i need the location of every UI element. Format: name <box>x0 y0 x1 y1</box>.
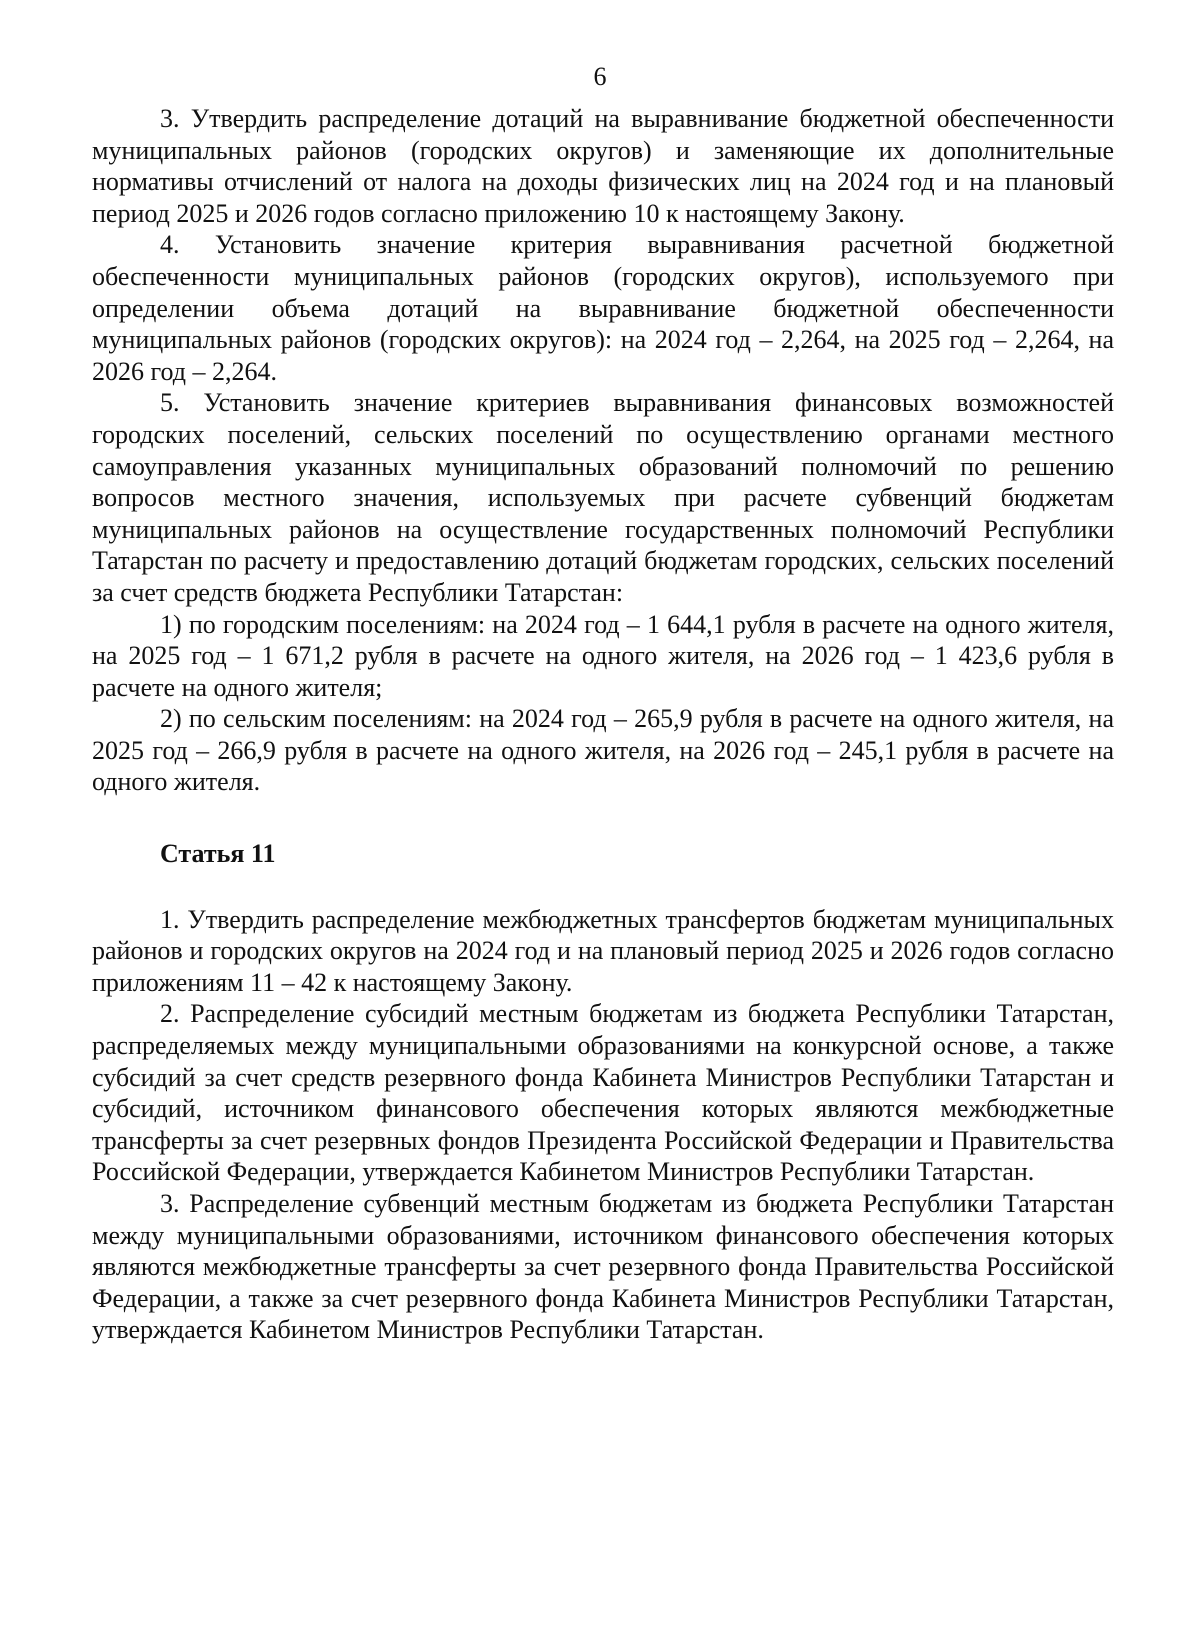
spacer <box>92 798 1114 838</box>
paragraph-3: 3. Утвердить распределение дотаций на выравнивание бюджетной обеспеченности муниципальных районов (городских округов) и заменяющие их дополнительные нормативы отчислений от налога на доходы физических лиц на 2024 год и на плановый период 2025 и 2026 годов согласно приложению 10 к настоящему Закону. <box>92 104 1114 228</box>
article-paragraph-3: 3. Распределение субвенций местным бюджетам из бюджета Республики Татарстан между муниципальными образованиями, источником финансового обеспечения которых являются межбюджетные трансферты за счет резервного фонда Правительства Российской Федерации, а также за счет резервного фонда Кабинета Министров Республики Татарстан, утверждается Кабинетом Министров Республики Татарстан. <box>92 1189 1114 1345</box>
subparagraph-rural-settlements: 2) по сельским поселениям: на 2024 год – 265,9 рубля в расчете на одного жителя, на 2025 год – 266,9 рубля в расчете на одного жителя, на 2026 год – 245,1 рубля в расчете на одного жителя. <box>92 704 1114 797</box>
paragraph-5: 5. Установить значение критериев выравнивания финансовых возможностей городских поселений, сельских поселений по осуществлению органами местного самоуправления указанных муниципальных образований полномочий по решению вопросов местного значения, используемых при расчете субвенций бюджетам муниципальных районов на осуществление государственных полномочий Республики Татарстан по расчету и предоставлению дотаций бюджетам городских, сельских поселений за счет средств бюджета Республики Татарстан: <box>92 388 1114 607</box>
spacer <box>92 870 1114 904</box>
page-number: 6 <box>593 62 607 91</box>
article-heading: Статья 11 <box>160 839 276 869</box>
article-paragraph-1: 1. Утвердить распределение межбюджетных трансфертов бюджетам муниципальных районов и городских округов на 2024 год и на плановый период 2025 и 2026 годов согласно приложениям 11 – 42 к настоящему Закону. <box>92 904 1114 997</box>
paragraph-4: 4. Установить значение критерия выравнивания расчетной бюджетной обеспеченности муниципальных районов (городских округов), используемого при определении объема дотаций на выравнивание бюджетной обеспеченности муниципальных районов (городских округов): на 2024 год – 2,264, на 2025 год – 2,264, на 2026 год – 2,264. <box>92 230 1114 386</box>
subparagraph-urban-settlements: 1) по городским поселениям: на 2024 год – 1 644,1 рубля в расчете на одного жителя, на 2025 год – 1 671,2 рубля в расчете на одного жителя, на 2026 год – 1 423,6 рубля в расчете на одного жителя; <box>92 609 1114 702</box>
article-paragraph-2: 2. Распределение субсидий местным бюджетам из бюджета Республики Татарстан, распределяемых между муниципальными образованиями на конкурсной основе, а также субсидий за счет средств резервного фонда Кабинета Министров Республики Татарстан и субсидий, источником финансового обеспечения которых являются межбюджетные трансферты за счет резервных фондов Президента Российской Федерации и Правительства Российской Федерации, утверждается Кабинетом Министров Республики Татарстан. <box>92 999 1114 1187</box>
document-body <box>92 103 1114 1346</box>
